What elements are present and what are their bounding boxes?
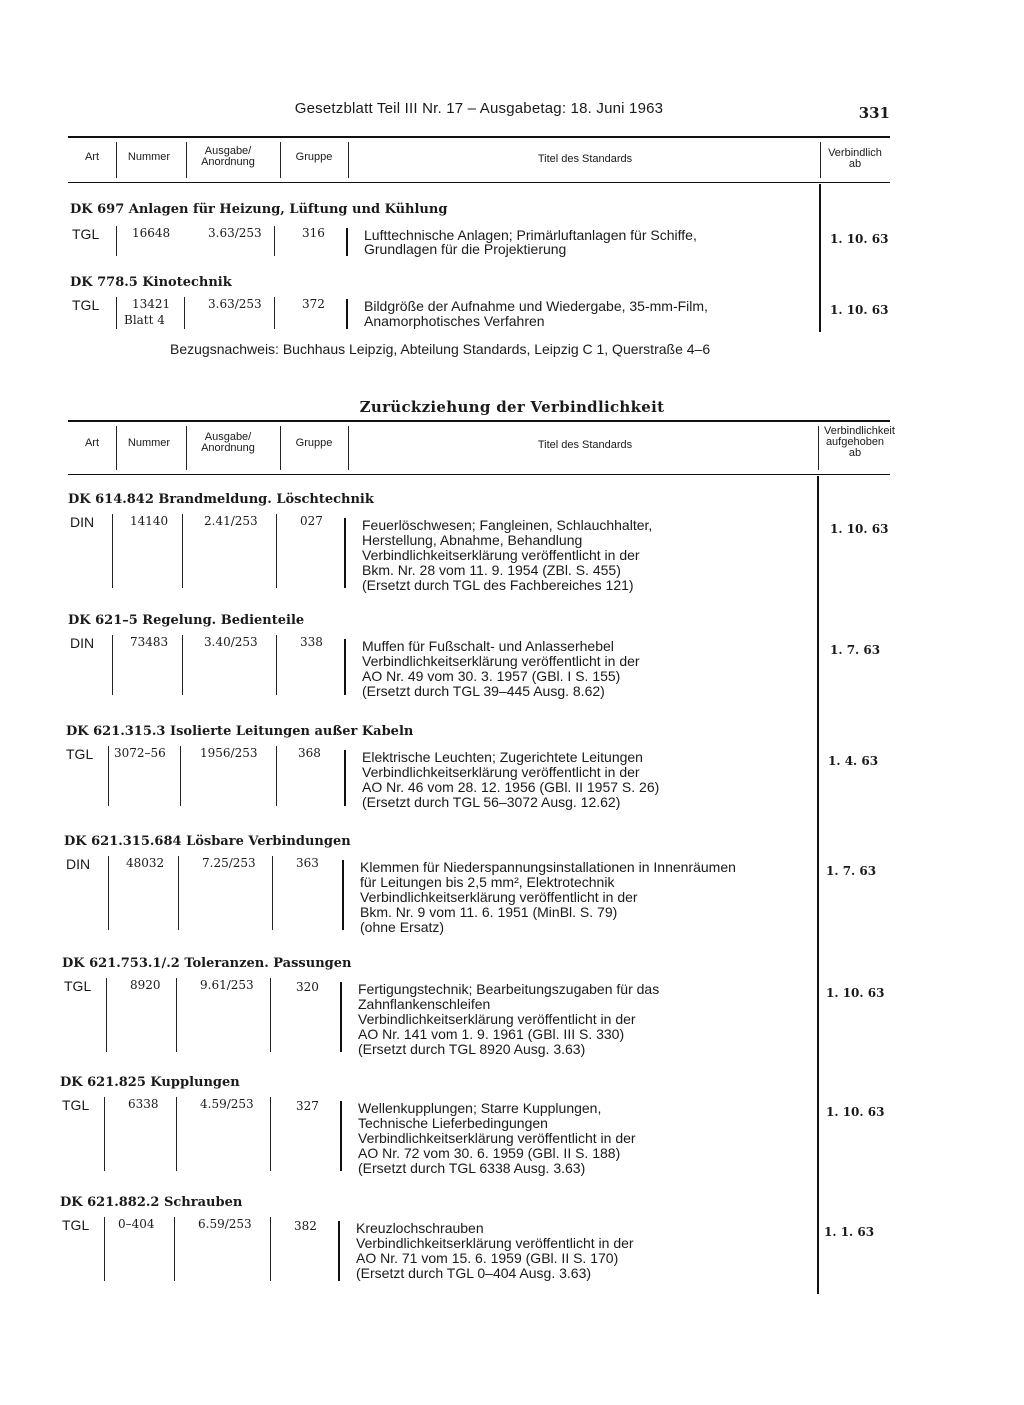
art-cell: DIN <box>66 856 91 872</box>
cell-sep <box>274 297 275 329</box>
nummer-cell: 16648 <box>132 226 171 240</box>
col-ausgabe: Ausgabe/ Anordnung <box>201 145 255 168</box>
table1-sep <box>116 142 117 178</box>
art-cell: TGL <box>62 1217 90 1233</box>
cell-sep <box>106 978 107 1052</box>
cell-sep <box>104 1217 105 1281</box>
table1-sep <box>820 142 821 178</box>
titel-line: Bkm. Nr. 28 vom 11. 9. 1954 (ZBl. S. 455) <box>362 562 621 578</box>
cell-sep <box>108 856 109 930</box>
titel-line: Verbindlichkeitserklärung veröffentlicht in der <box>362 653 640 669</box>
ausgabe-cell: 3.63/253 <box>208 297 262 311</box>
titel-line: Bildgröße der Aufnahme und Wiedergabe, 35-mm-Film, <box>364 298 708 314</box>
titel-line: Kreuzlochschrauben <box>356 1220 484 1236</box>
titel-line: Herstellung, Abnahme, Behandlung <box>362 532 583 548</box>
gruppe-cell: 320 <box>296 980 319 994</box>
cell-sep <box>276 635 277 695</box>
table-row <box>0 856 1024 935</box>
cell-sep <box>340 1101 342 1171</box>
titel-line: Muffen für Fußschalt- und Anlasserhebel <box>362 638 614 654</box>
titel-line: AO Nr. 141 vom 1. 9. 1961 (GBl. III S. 330) <box>358 1026 625 1042</box>
titel-line: AO Nr. 71 vom 15. 6. 1959 (GBl. II S. 170) <box>356 1250 619 1266</box>
gruppe-cell: 338 <box>300 635 323 649</box>
cell-sep <box>176 978 177 1052</box>
cell-sep <box>342 860 344 930</box>
nummer-cell: 8920 <box>130 978 161 992</box>
col-verbindlich: Verbindlich ab <box>828 147 882 170</box>
table-row <box>0 514 1024 593</box>
titel-line: Anamorphotisches Verfahren <box>364 313 545 329</box>
titel-line: Verbindlichkeitserklärung veröffentlicht in der <box>362 764 640 780</box>
cell-sep <box>276 746 277 806</box>
nummer-cell: 6338 <box>128 1097 159 1111</box>
reference-note: Bezugsnachweis: Buchhaus Leipzig, Abteilung Standards, Leipzig C 1, Querstraße 4–6 <box>170 341 711 357</box>
ausgabe-cell: 3.40/253 <box>204 635 258 649</box>
titel-line: AO Nr. 49 vom 30. 3. 1957 (GBl. I S. 155) <box>362 668 621 684</box>
section-heading: DK 614.842 Brandmeldung. Löschtechnik <box>68 492 374 507</box>
art-cell: TGL <box>72 226 100 242</box>
art-cell: TGL <box>72 297 100 313</box>
cell-sep <box>180 746 181 806</box>
nummer-cell: 0–404 <box>118 1217 155 1231</box>
titel-line: (Ersetzt durch TGL des Fachbereiches 121) <box>362 577 634 593</box>
section-heading: DK 621.315.684 Lösbare Verbindungen <box>64 834 351 849</box>
titel-line: (Ersetzt durch TGL 56–3072 Ausg. 12.62) <box>362 794 621 810</box>
nummer-cell: 14140 <box>130 514 169 528</box>
section-heading: DK 697 Anlagen für Heizung, Lüftung und Kühlung <box>70 202 448 217</box>
table2-sep <box>186 426 187 470</box>
titel-line: Bkm. Nr. 9 vom 11. 6. 1951 (MinBl. S. 79) <box>360 904 618 920</box>
cell-sep <box>270 1097 271 1171</box>
titel-line: (Ersetzt durch TGL 39–445 Ausg. 8.62) <box>362 683 605 699</box>
section-heading: DK 621.753.1/.2 Toleranzen. Passungen <box>62 956 352 971</box>
titel-line: Fertigungstechnik; Bearbeitungszugaben für das <box>358 981 660 997</box>
ausgabe-cell: 1956/253 <box>200 746 258 760</box>
date-cell: 1. 7. 63 <box>830 643 881 657</box>
art-cell: TGL <box>64 978 92 994</box>
titel-line: Verbindlichkeitserklärung veröffentlicht in der <box>356 1235 634 1251</box>
titel-line: (Ersetzt durch TGL 6338 Ausg. 3.63) <box>358 1160 586 1176</box>
titel-line: Feuerlöschwesen; Fangleinen, Schlauchhalter, <box>362 517 653 533</box>
titel-line: (ohne Ersatz) <box>360 919 445 935</box>
titel-line: Verbindlichkeitserklärung veröffentlicht in der <box>358 1130 636 1146</box>
cell-sep <box>276 514 277 588</box>
titel-line: Verbindlichkeitserklärung veröffentlicht in der <box>358 1011 636 1027</box>
col-ausgabe: Ausgabe/ Anordnung <box>201 431 255 454</box>
ausgabe-cell: 7.25/253 <box>202 856 256 870</box>
date-cell: 1. 10. 63 <box>826 1105 885 1119</box>
titel-line: Technische Lieferbedingungen <box>358 1115 548 1131</box>
date-cell: 1. 1. 63 <box>824 1225 875 1239</box>
date-cell: 1. 4. 63 <box>828 754 879 768</box>
table1-sep <box>348 142 349 178</box>
titel-line: für Leitungen bis 2,5 mm², Elektrotechnik <box>360 874 615 890</box>
table2-header <box>68 425 895 472</box>
nummer-cell: 3072–56 <box>114 746 166 760</box>
titel-line: (Ersetzt durch TGL 8920 Ausg. 3.63) <box>358 1041 586 1057</box>
titel-line: Verbindlichkeitserklärung veröffentlicht in der <box>362 547 640 563</box>
cell-sep <box>112 635 113 695</box>
table2-top-rule <box>68 420 890 422</box>
cell-sep <box>344 750 346 806</box>
col-titel: Titel des Standards <box>537 439 633 451</box>
cell-sep <box>182 635 183 695</box>
col-nummer: Nummer <box>127 437 171 449</box>
ausgabe-cell: 4.59/253 <box>200 1097 254 1111</box>
ausgabe-cell: 2.41/253 <box>204 514 258 528</box>
cell-sep <box>116 226 117 256</box>
page-header <box>68 100 890 122</box>
table-row <box>0 226 1024 258</box>
art-cell: TGL <box>62 1097 90 1113</box>
cell-sep <box>338 1221 340 1281</box>
cell-sep <box>270 1217 271 1281</box>
table2-sep <box>280 426 281 470</box>
date-cell: 1. 10. 63 <box>830 522 889 536</box>
table-row <box>0 746 1024 808</box>
table2-sep <box>116 426 117 470</box>
cell-sep <box>182 514 183 588</box>
date-cell: 1. 10. 63 <box>830 232 889 246</box>
section-title-withdrawal: Zurückziehung der Verbindlichkeit <box>359 398 665 416</box>
cell-sep <box>184 297 185 329</box>
table-row <box>0 297 1024 331</box>
art-cell: TGL <box>66 746 94 762</box>
cell-sep <box>176 1097 177 1171</box>
col-art: Art <box>84 437 100 449</box>
nummer-cell: 48032 <box>126 856 165 870</box>
titel-line: AO Nr. 72 vom 30. 6. 1959 (GBl. II S. 188) <box>358 1145 621 1161</box>
cell-sep <box>270 978 271 1052</box>
titel-line: (Ersetzt durch TGL 0–404 Ausg. 3.63) <box>356 1265 592 1281</box>
nummer-cell: 73483 <box>130 635 169 649</box>
titel-line: Elektrische Leuchten; Zugerichtete Leitungen <box>362 749 643 765</box>
cell-sep <box>116 297 117 329</box>
gruppe-cell: 382 <box>294 1219 317 1233</box>
date-cell: 1. 10. 63 <box>830 303 889 317</box>
col-nummer: Nummer <box>127 151 171 163</box>
nummer-cell: 13421 <box>132 297 171 311</box>
art-cell: DIN <box>70 514 95 530</box>
date-cell: 1. 10. 63 <box>826 986 885 1000</box>
titel-line: Lufttechnische Anlagen; Primärluftanlagen für Schiffe, <box>364 227 697 243</box>
gruppe-cell: 327 <box>296 1099 319 1113</box>
section-heading: DK 621.825 Kupplungen <box>60 1075 240 1090</box>
table1-header-rule <box>68 182 890 183</box>
table2-header-rule <box>68 474 890 475</box>
cell-sep <box>340 982 342 1052</box>
gruppe-cell: 368 <box>298 746 321 760</box>
section-heading: DK 621–5 Regelung. Bedienteile <box>68 613 305 628</box>
cell-sep <box>174 1217 175 1281</box>
gruppe-cell: 027 <box>300 514 323 528</box>
art-cell: DIN <box>70 635 95 651</box>
section-heading: DK 778.5 Kinotechnik <box>70 275 232 290</box>
cell-sep <box>346 299 348 329</box>
cell-sep <box>346 228 348 256</box>
col-gruppe: Gruppe <box>295 151 333 163</box>
col-verbindlich: Verbindlichkeit aufgehoben ab <box>824 425 895 459</box>
table1-sep <box>280 142 281 178</box>
date-cell: 1. 7. 63 <box>826 864 877 878</box>
cell-sep <box>112 514 113 588</box>
titel-line: Verbindlichkeitserklärung veröffentlicht in der <box>360 889 638 905</box>
page-number: 331 <box>858 104 890 122</box>
ausgabe-cell: 3.63/253 <box>208 226 262 240</box>
titel-line: Zahnflankenschleifen <box>358 996 491 1012</box>
table2-sep <box>348 426 349 470</box>
cell-sep <box>272 856 273 930</box>
col-art: Art <box>84 151 100 163</box>
table-row <box>0 978 1024 1057</box>
ausgabe-cell: 6.59/253 <box>198 1217 252 1231</box>
section-heading: DK 621.882.2 Schrauben <box>60 1195 243 1210</box>
titel-line: Klemmen für Niederspannungsinstallationen in Innenräumen <box>360 859 736 875</box>
ausgabe-cell: 9.61/253 <box>200 978 254 992</box>
cell-sep <box>108 746 109 806</box>
cell-sep <box>344 639 346 695</box>
table-row <box>0 1217 1024 1283</box>
section-heading: DK 621.315.3 Isolierte Leitungen außer Kabeln <box>66 724 414 739</box>
titel-line: Wellenkupplungen; Starre Kupplungen, <box>358 1100 602 1116</box>
running-title: Gesetzblatt Teil III Nr. 17 – Ausgabetag: 18. Juni 1963 <box>294 100 664 117</box>
nummer-cell: Blatt 4 <box>124 313 165 327</box>
titel-line: Grundlagen für die Projektierung <box>364 241 567 257</box>
gruppe-cell: 363 <box>296 856 319 870</box>
col-titel: Titel des Standards <box>537 153 633 165</box>
titel-line: AO Nr. 46 vom 28. 12. 1956 (GBl. II 1957 S. 26) <box>362 779 660 795</box>
cell-sep <box>178 856 179 930</box>
table1-header <box>68 144 890 180</box>
gruppe-cell: 316 <box>302 226 325 240</box>
table1-top-rule <box>68 136 890 138</box>
table-row <box>0 635 1024 697</box>
cell-sep <box>274 226 275 256</box>
cell-sep <box>104 1097 105 1171</box>
table1-sep <box>186 142 187 178</box>
cell-sep <box>344 518 346 588</box>
gruppe-cell: 372 <box>302 297 325 311</box>
col-gruppe: Gruppe <box>295 437 333 449</box>
table2-sep <box>818 426 819 470</box>
table-row <box>0 1097 1024 1176</box>
